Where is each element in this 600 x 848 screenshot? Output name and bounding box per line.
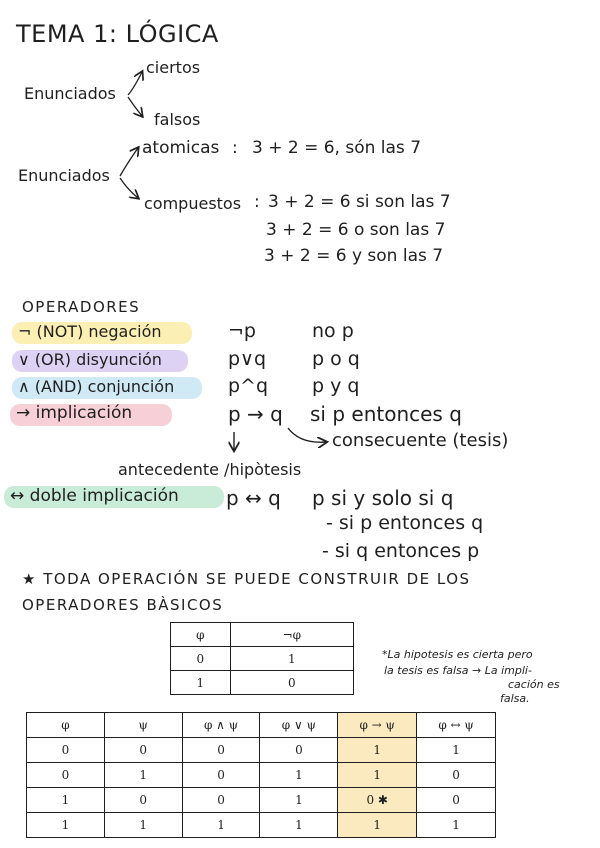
table-row [27, 738, 496, 763]
compuestos-example-1: 3 + 2 = 6 si son las 7 [268, 192, 451, 212]
table-cell: 0 ✱ [338, 788, 417, 813]
table-row [171, 647, 354, 671]
operator-doble-label: ↔ doble implicación [10, 486, 179, 506]
operator-conjuncion-label: ∧ (AND) conjunción [18, 377, 175, 396]
table-cell: 0 [171, 647, 231, 671]
atomicas-example: 3 + 2 = 6, són las 7 [252, 138, 422, 158]
compuestos-colon: : [254, 192, 260, 212]
table-cell: 0 [104, 738, 182, 763]
table-cell: 0 [27, 738, 105, 763]
truth-table [26, 712, 496, 838]
table-cell: 1 [417, 813, 496, 838]
table-row [171, 671, 354, 695]
note-basicos-line1: ★ TODA OPERACIÓN SE PUEDE CONSTRUIR DE LOS [22, 570, 471, 588]
table-cell: 1 [338, 813, 417, 838]
operator-implicacion-label: → implicación [16, 403, 133, 423]
truth-header-phi: φ [27, 713, 105, 738]
table-cell: 1 [104, 763, 182, 788]
operator-implicacion-reading: si p entonces q [310, 402, 462, 426]
table-cell: 0 [230, 671, 353, 695]
note-basicos-line2: OPERADORES BÀSICOS [22, 596, 224, 614]
operator-disyuncion-symbol: p∨q [228, 348, 267, 370]
operator-negacion-reading: no p [312, 320, 354, 342]
negation-table [170, 622, 354, 695]
side-note-line3: cación es [508, 678, 560, 691]
negation-header-phi: φ [171, 623, 231, 647]
enunciados-label-1: Enunciados [24, 84, 116, 103]
side-note-line1: *La hipotesis es cierta pero [382, 648, 533, 661]
operator-doble-reading: p si y solo si q [312, 486, 454, 510]
table-cell: 0 [417, 763, 496, 788]
operadores-heading: OPERADORES [22, 298, 141, 316]
atomicas-colon: : [232, 138, 238, 158]
table-cell: 1 [104, 813, 182, 838]
table-cell: 1 [182, 813, 260, 838]
table-cell: 0 [182, 763, 260, 788]
operator-disyuncion-label: ∨ (OR) disyunción [18, 350, 162, 369]
table-cell: 1 [338, 738, 417, 763]
truth-header-psi: ψ [104, 713, 182, 738]
consecuente-label: consecuente (tesis) [332, 430, 509, 451]
antecedente-label: antecedente /hipòtesis [118, 460, 302, 479]
table-cell: 1 [417, 738, 496, 763]
operator-doble-line2: - si q entonces p [322, 540, 480, 562]
truth-header-or: φ ∨ ψ [260, 713, 338, 738]
branch-falsos: falsos [154, 110, 201, 129]
table-cell: 0 [27, 763, 105, 788]
branch-ciertos: ciertos [146, 58, 201, 77]
side-note-line4: falsa. [500, 692, 530, 705]
operator-disyuncion-reading: p o q [312, 348, 360, 370]
table-cell: 1 [27, 813, 105, 838]
table-cell: 1 [338, 763, 417, 788]
operator-negacion-symbol: ¬p [228, 320, 256, 342]
table-row [27, 763, 496, 788]
page-title: TEMA 1: LÓGICA [16, 20, 219, 48]
compuestos-example-3: 3 + 2 = 6 y son las 7 [264, 246, 444, 266]
enunciados-label-2: Enunciados [18, 166, 110, 185]
side-note-line2: la tesis es falsa → La impli- [384, 664, 532, 677]
atomicas-label: atomicas [142, 138, 220, 158]
compuestos-example-2: 3 + 2 = 6 o son las 7 [266, 220, 446, 240]
table-cell: 1 [260, 813, 338, 838]
table-cell: 1 [171, 671, 231, 695]
table-cell: 0 [182, 738, 260, 763]
table-cell: 0 [260, 738, 338, 763]
truth-header-and: φ ∧ ψ [182, 713, 260, 738]
truth-header-implies: φ → ψ [338, 713, 417, 738]
negation-header-notphi: ¬φ [230, 623, 353, 647]
table-cell: 1 [260, 763, 338, 788]
table-cell: 1 [27, 788, 105, 813]
operator-doble-line1: - si p entonces q [326, 512, 484, 534]
table-cell: 0 [182, 788, 260, 813]
operator-doble-symbol: p ↔ q [226, 486, 281, 510]
table-cell: 1 [260, 788, 338, 813]
compuestos-label: compuestos [144, 194, 242, 213]
truth-header-iff: φ ↔ ψ [417, 713, 496, 738]
table-cell: 0 [417, 788, 496, 813]
operator-conjuncion-reading: p y q [312, 375, 360, 397]
table-row [27, 788, 496, 813]
operator-negacion-label: ¬ (NOT) negación [18, 322, 162, 341]
operator-implicacion-symbol: p → q [228, 402, 283, 426]
operator-conjuncion-symbol: p^q [228, 375, 269, 397]
table-cell: 0 [104, 788, 182, 813]
table-row [27, 813, 496, 838]
table-cell: 1 [230, 647, 353, 671]
